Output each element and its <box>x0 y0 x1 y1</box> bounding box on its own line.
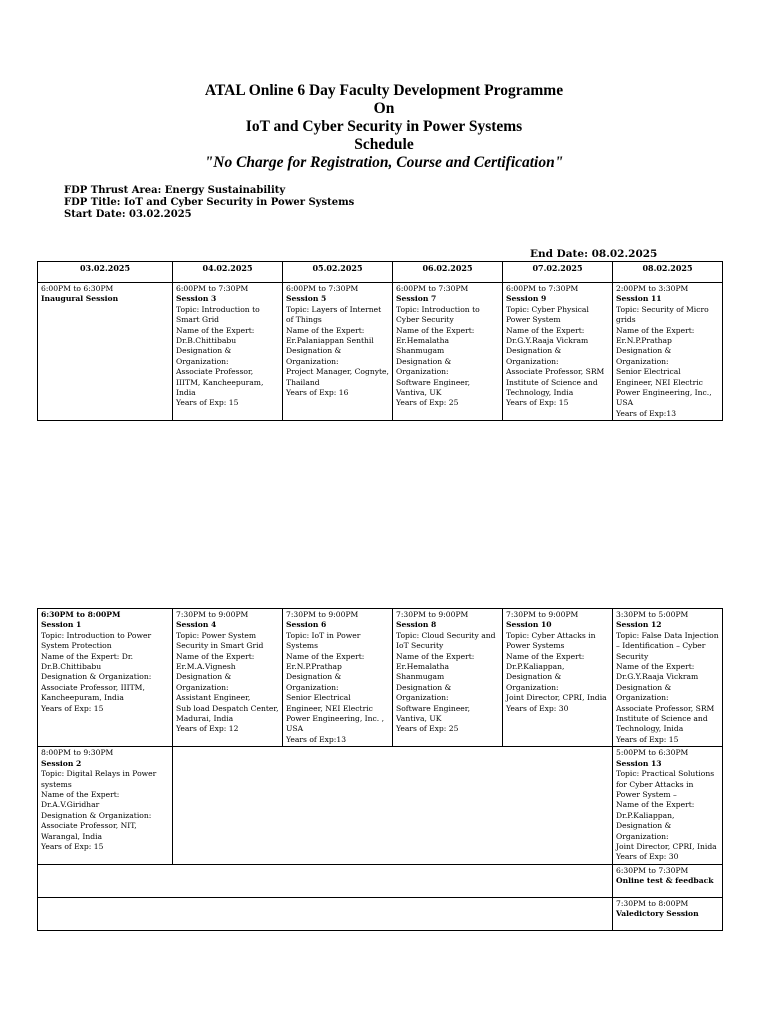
session-detail-line: Years of Exp: 12 <box>176 724 239 734</box>
session-time: 6:00PM to 7:30PM <box>176 284 249 293</box>
fdp-start-date: Start Date: 03.02.2025 <box>64 209 192 220</box>
session-detail-line: Software Engineer, Vantiva, UK <box>396 703 471 724</box>
session-detail-line: Dr.P.Kaliappan, <box>506 662 565 672</box>
session-detail-line: Designation & Organization: <box>506 346 562 366</box>
session-detail-line: Designation & Organization: <box>396 682 452 703</box>
session-detail-line: Name of the Expert: <box>41 789 120 799</box>
session-detail-line: Topic: Digital Relays in Power systems <box>41 769 157 789</box>
session-detail-line: Er.Hemalatha Shanmugam <box>396 336 450 356</box>
session-detail-line: Topic: Security of Micro grids <box>616 304 709 325</box>
empty-merged-cell <box>38 864 613 897</box>
session-detail-line: Name of the Expert: <box>396 325 475 335</box>
session-detail-line: Years of Exp: 30 <box>616 852 679 862</box>
session-detail-line: Years of Exp: 25 <box>396 724 459 734</box>
title-line-3: IoT and Cyber Security in Power Systems <box>245 118 523 135</box>
session-title: Session 1 <box>41 620 82 630</box>
session-detail-line: Designation & Organization: <box>286 672 342 692</box>
session-detail-line: Software Engineer, Vantiva, UK <box>396 377 471 398</box>
session-title: Session 3 <box>176 294 217 304</box>
session-detail-line: Er.Hemalatha Shanmugam <box>396 662 450 682</box>
session-row-4 <box>38 864 723 897</box>
session-detail-line: Topic: False Data Injection – Identification – Cyber Security <box>616 630 719 661</box>
empty-merged-cell <box>38 897 613 930</box>
session-detail-line: Name of the Expert: <box>616 662 695 672</box>
session-title: Session 4 <box>176 620 217 630</box>
session-detail-line: Dr.A.V.Giridhar <box>41 800 100 810</box>
session-detail-line: Er.M.A.Vignesh <box>176 662 236 672</box>
session-detail-line: Project Manager, Cognyte, Thailand <box>286 367 389 387</box>
session-cell <box>173 283 283 421</box>
session-time: 7:30PM to 8:00PM <box>616 898 689 908</box>
session-detail-line: Years of Exp: 15 <box>41 841 104 851</box>
document-title-block <box>0 82 768 172</box>
session-time: 8:00PM to 9:30PM <box>41 748 114 758</box>
date-header: 06.02.2025 <box>393 262 503 283</box>
session-detail-line: Years of Exp: 16 <box>286 388 349 398</box>
schedule-table-top <box>37 261 723 421</box>
session-row-2 <box>38 609 723 747</box>
session-cell <box>283 283 393 421</box>
session-detail-line: Topic: IoT in Power Systems <box>286 630 361 651</box>
session-cell <box>613 897 723 930</box>
session-detail-line: Associate Professor, SRM Institute of Science and Technology, Inida <box>616 703 715 734</box>
session-title: Session 7 <box>396 294 437 304</box>
session-time: 6:30PM to 8:00PM <box>41 610 121 619</box>
session-title: Inaugural Session <box>41 294 119 304</box>
session-time: 6:00PM to 7:30PM <box>286 284 359 293</box>
session-row-5 <box>38 897 723 930</box>
session-detail-line: Years of Exp: 15 <box>616 734 679 744</box>
session-cell <box>393 609 503 747</box>
session-detail-line: Years of Exp:13 <box>616 408 677 418</box>
session-time: 3:30PM to 5:00PM <box>616 610 689 619</box>
session-cell <box>613 609 723 747</box>
session-detail-line: Senior Electrical Engineer, NEI Electric Power Engineering, Inc., USA <box>616 367 712 408</box>
schedule-table-bottom <box>37 608 723 931</box>
title-line-1: ATAL Online 6 Day Faculty Development Programme <box>204 82 564 99</box>
session-detail-line: Designation & Organization: <box>616 346 672 366</box>
session-detail-line: Designation & Organization: <box>616 821 672 841</box>
session-detail-line: Designation & Organization: <box>176 672 232 692</box>
session-time: 6:30PM to 7:30PM <box>616 865 689 875</box>
session-detail-line: Topic: Cloud Security and IoT Security <box>396 630 496 651</box>
session-detail-line: Senior Electrical Engineer, NEI Electric Power Engineering, Inc. , USA <box>286 693 385 734</box>
date-header-row <box>38 262 723 283</box>
session-detail-line: Name of the Expert: <box>506 325 585 335</box>
session-cell <box>613 864 723 897</box>
session-cell <box>283 609 393 747</box>
session-time: 7:30PM to 9:00PM <box>176 610 249 619</box>
session-detail-line: Name of the Expert: Dr. Dr.B.Chittibabu <box>41 651 134 672</box>
session-title: Session 9 <box>506 294 547 304</box>
session-title: Session 2 <box>41 758 82 768</box>
session-detail-line: Dr.B.Chittibabu <box>176 336 237 346</box>
session-time: 6:00PM to 7:30PM <box>396 284 469 293</box>
session-title: Session 5 <box>286 294 327 304</box>
session-title: Valedictory Session <box>616 909 699 919</box>
session-title: Session 6 <box>286 620 327 630</box>
session-cell <box>38 283 173 421</box>
session-detail-line: Topic: Introduction to Smart Grid <box>176 304 260 325</box>
session-time: 7:30PM to 9:00PM <box>286 610 359 619</box>
empty-merged-cell <box>173 747 613 864</box>
session-detail-line: Er.N.P.Prathap <box>616 336 672 346</box>
session-detail-line: Joint Director, CPRI, Inida <box>616 841 717 851</box>
session-detail-line: Name of the Expert: <box>286 325 365 335</box>
fdp-meta <box>64 185 354 221</box>
session-detail-line: Er.N.P.Prathap <box>286 662 342 672</box>
session-detail-line: Name of the Expert: <box>616 800 695 810</box>
session-cell <box>503 609 613 747</box>
date-header: 04.02.2025 <box>173 262 283 283</box>
session-detail-line: Er.Palaniappan Senthil <box>286 336 374 346</box>
session-cell <box>393 283 503 421</box>
session-detail-line: Topic: Cyber Physical Power System <box>506 304 589 325</box>
session-row-3 <box>38 747 723 864</box>
session-title: Online test & feedback <box>616 876 714 886</box>
session-detail-line: Associate Professor, SRM Institute of Science and Technology, India <box>506 367 605 398</box>
session-cell <box>173 609 283 747</box>
date-header: 05.02.2025 <box>283 262 393 283</box>
session-detail-line: Name of the Expert: <box>616 325 695 335</box>
session-detail-line: Designation & Organization: <box>41 672 152 682</box>
session-cell <box>38 747 173 864</box>
session-row-1 <box>38 283 723 421</box>
session-detail-line: Designation & Organization: <box>506 672 562 692</box>
session-detail-line: Sub load Despatch Center, Madurai, India <box>176 703 279 724</box>
session-detail-line: Years of Exp:13 <box>286 734 347 744</box>
title-line-2: On <box>373 100 395 117</box>
session-detail-line: Years of Exp: 15 <box>506 398 569 408</box>
session-detail-line: Designation & Organization: <box>616 682 672 703</box>
session-detail-line: Name of the Expert: <box>286 651 365 661</box>
session-time: 5:00PM to 6:30PM <box>616 748 689 758</box>
date-header: 07.02.2025 <box>503 262 613 283</box>
session-detail-line: Assistant Engineer, <box>176 693 251 703</box>
session-detail-line: Designation & Organization: <box>41 810 152 820</box>
fdp-title: FDP Title: IoT and Cyber Security in Power Systems <box>64 197 355 208</box>
session-detail-line: Topic: Practical Solutions for Cyber Attacks in Power System – <box>616 769 715 799</box>
session-time: 6:00PM to 6:30PM <box>41 284 114 293</box>
session-title: Session 11 <box>616 294 662 304</box>
date-header: 03.02.2025 <box>38 262 173 283</box>
session-title: Session 8 <box>396 620 437 630</box>
session-detail-line: Designation & Organization: <box>396 356 452 377</box>
session-detail-line: Associate Professor, NIT, Warangal, India <box>41 821 137 841</box>
session-detail-line: Topic: Power System Security in Smart Grid <box>176 630 264 651</box>
session-detail-line: Name of the Expert: <box>506 651 585 661</box>
session-detail-line: Dr.G.Y.Raaja Vickram <box>616 672 699 682</box>
session-detail-line: Associate Professor, IIITM, Kancheepuram, India <box>41 682 145 703</box>
session-cell <box>613 283 723 421</box>
session-cell <box>38 609 173 747</box>
session-detail-line: Years of Exp: 15 <box>176 398 239 408</box>
session-time: 2:00PM to 3:30PM <box>616 284 689 293</box>
session-cell <box>613 747 723 864</box>
session-time: 6:00PM to 7:30PM <box>506 284 579 293</box>
fdp-end-date: End Date: 08.02.2025 <box>530 248 658 260</box>
session-detail-line: Name of the Expert: <box>176 325 255 335</box>
session-detail-line: Topic: Cyber Attacks in Power Systems <box>506 630 596 651</box>
date-header: 08.02.2025 <box>613 262 723 283</box>
session-detail-line: Name of the Expert: <box>396 651 475 661</box>
session-detail-line: Years of Exp: 15 <box>41 703 104 713</box>
session-detail-line: Topic: Layers of Internet of Things <box>286 304 382 325</box>
session-detail-line: Designation & Organization: <box>286 346 342 366</box>
session-detail-line: Designation & Organization: <box>176 346 232 366</box>
session-detail-line: Years of Exp: 25 <box>396 398 459 408</box>
title-line-4: Schedule <box>354 136 414 153</box>
session-time: 7:30PM to 9:00PM <box>396 610 469 619</box>
title-tagline: "No Charge for Registration, Course and Certification" <box>204 154 564 171</box>
fdp-thrust-area: FDP Thrust Area: Energy Sustainability <box>64 185 286 196</box>
session-detail-line: Topic: Introduction to Cyber Security <box>396 304 480 325</box>
session-cell <box>503 283 613 421</box>
session-detail-line: Topic: Introduction to Power System Protection <box>41 630 152 651</box>
session-detail-line: Dr.G.Y.Raaja Vickram <box>506 336 589 346</box>
session-detail-line: Name of the Expert: <box>176 651 255 661</box>
session-time: 7:30PM to 9:00PM <box>506 610 579 619</box>
session-detail-line: Joint Director, CPRI, India <box>506 693 607 703</box>
session-detail-line: Years of Exp: 30 <box>506 703 569 713</box>
session-detail-line: Dr.P.Kaliappan, <box>616 810 675 820</box>
session-title: Session 12 <box>616 620 662 630</box>
session-title: Session 10 <box>506 620 552 630</box>
session-detail-line: Associate Professor, IIITM, Kancheepuram, India <box>176 367 264 398</box>
session-title: Session 13 <box>616 758 662 768</box>
